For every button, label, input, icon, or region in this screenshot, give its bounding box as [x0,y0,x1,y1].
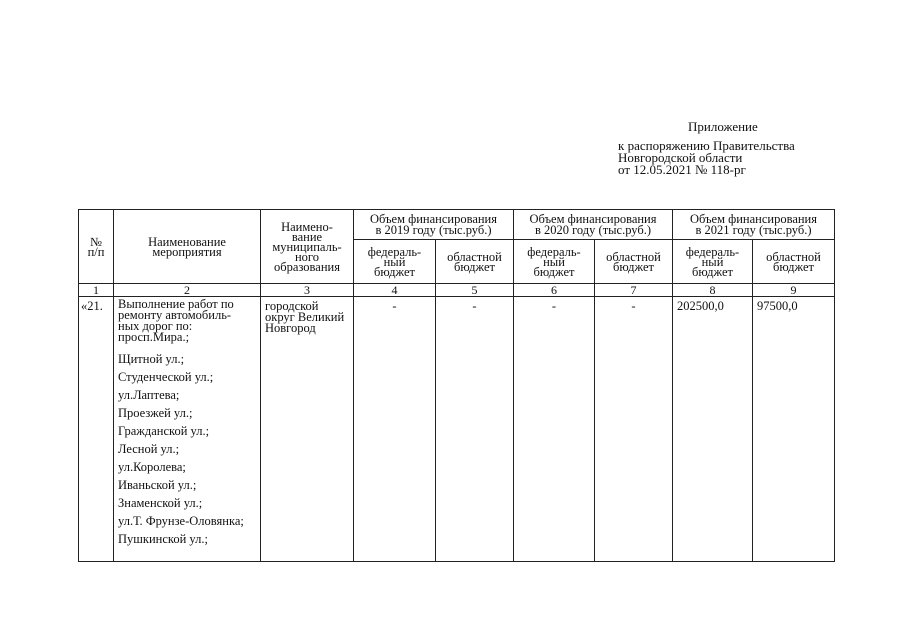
header-federal-2021: федераль- ный бюджет [673,240,753,284]
column-number: 8 [673,284,753,297]
header-municipality: Наимено- вание муниципаль- ного образования [261,210,354,284]
street-item: ул.Лаптева; [118,388,180,402]
column-number: 7 [595,284,673,297]
regional-2019-value: - [436,297,514,562]
appendix-line-decree: к распоряжению Правительства [618,138,795,153]
federal-2020-value: - [514,297,595,562]
street-item: Проезжей ул.; [118,406,193,420]
header-group-2021: Объем финансирования в 2021 году (тыс.руб.) [673,210,835,240]
column-number: 9 [753,284,835,297]
appendix-line-region: Новгородской области [618,150,743,165]
street-item: Иваньской ул.; [118,478,197,492]
header-federal-2019: федераль- ный бюджет [354,240,436,284]
appendix-title: Приложение [688,119,758,134]
street-item: Студенческой ул.; [118,370,214,384]
header-federal-2020: федераль- ный бюджет [514,240,595,284]
street-item: просп.Мира.; [118,330,190,344]
street-item: ул.Т. Фрунзе-Оловянка; [118,514,244,528]
header-regional-2020: областной бюджет [595,240,673,284]
regional-2020-value: - [595,297,673,562]
municipality-cell: городской округ Великий Новгород [261,297,354,562]
header-regional-2019: областной бюджет [436,240,514,284]
federal-2019-value: - [354,297,436,562]
activity-cell [114,297,261,562]
financing-table [78,209,835,562]
column-number: 1 [79,284,114,297]
street-item: Лесной ул.; [118,442,180,456]
street-item: Знаменской ул.; [118,496,203,510]
street-item: ул.Королева; [118,460,186,474]
column-number: 3 [261,284,354,297]
table-row [79,297,835,562]
column-number-row [79,284,835,297]
header-activity: Наименование мероприятия [114,210,261,284]
federal-2021-value: 202500,0 [673,297,753,562]
regional-2021-value: 97500,0 [753,297,835,562]
header-number: № п/п [79,210,114,284]
appendix-line-date: от 12.05.2021 № 118-рг [618,162,746,177]
activity-description: Выполнение работ по ремонту автомобиль- ных дорог по: [118,297,234,333]
row-number: «21. [79,297,114,562]
street-item: Пушкинской ул.; [118,532,208,546]
header-group-2019: Объем финансирования в 2019 году (тыс.руб.) [354,210,514,240]
street-item: Щитной ул.; [118,352,185,366]
column-number: 6 [514,284,595,297]
header-group-2020: Объем финансирования в 2020 году (тыс.руб.) [514,210,673,240]
column-number: 4 [354,284,436,297]
header-regional-2021: областной бюджет [753,240,835,284]
column-number: 2 [114,284,261,297]
column-number: 5 [436,284,514,297]
street-item: Гражданской ул.; [118,424,210,438]
